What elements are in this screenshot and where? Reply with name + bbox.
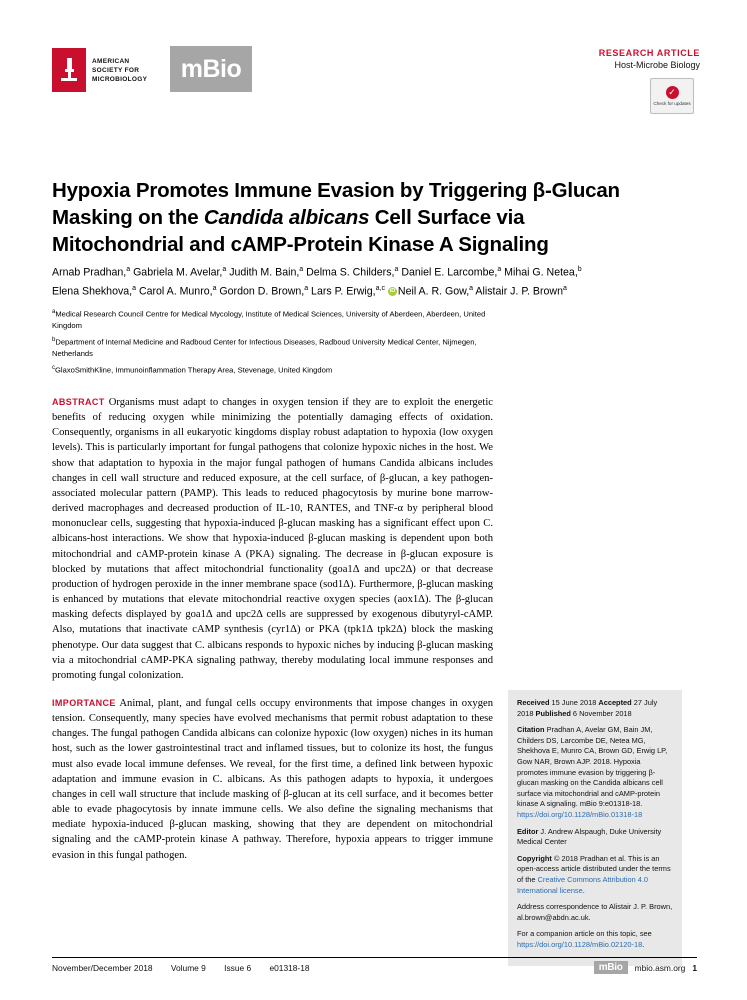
- download-watermark: [724, 0, 739, 258]
- title-line-1-a: Hypoxia Promotes Immune Evasion by Triggering: [52, 178, 533, 202]
- asm-logo-text: [92, 57, 147, 84]
- article-type-label: RESEARCH ARTICLE: [598, 48, 700, 58]
- address-text: Address correspondence to Alistair J. P. Brown, al.brown@abdn.ac.uk.: [517, 902, 673, 922]
- meta-dates: [517, 698, 673, 719]
- affiliation-a: $^a$Medical Research Council Centre for Medical Mycology, Institute of Medical Sciences, University of Aberdeen, Aberdeen, United Kingdom: [52, 309, 486, 330]
- received-date: 15 June 2018: [551, 698, 597, 707]
- importance-paragraph: [52, 696, 493, 863]
- title-line-3: Mitochondrial and cAMP-Protein Kinase A Signaling: [52, 232, 549, 256]
- affiliation-c: $^c$GlaxoSmithKline, Immunoinflammation Therapy Area, Stevenage, United Kingdom: [52, 364, 333, 375]
- title-line-2-b: Cell Surface via: [369, 205, 525, 229]
- affiliations: [52, 307, 502, 380]
- footer-article-id: e01318-18: [269, 963, 310, 973]
- importance-label: IMPORTANCE: [52, 697, 116, 708]
- companion-text: For a companion article on this topic, see: [517, 929, 652, 939]
- affiliation-b: $^b$Department of Internal Medicine and Radboud Center for Infectious Diseases, Radboud University Medical Center, Nijmegen, Netherlands: [52, 336, 477, 358]
- editor-label: Editor: [517, 826, 539, 836]
- footer-page-number: 1: [692, 962, 697, 973]
- license-link[interactable]: Creative Commons Attribution 4.0 International license: [517, 874, 649, 895]
- page-title: [52, 177, 672, 258]
- journal-logo: [170, 46, 252, 92]
- abstract-section: [52, 395, 493, 863]
- copyright-text: © 2018 Pradhan et al. This is an open-access article distributed under the terms of the: [517, 853, 671, 884]
- received-label: Received: [517, 698, 550, 707]
- published-date: 6 November 2018: [572, 708, 632, 718]
- journal-section-label: Host-Microbe Biology: [614, 60, 700, 70]
- author-line-2: Elena Shekhova,$^a$ Carol A. Munro,$^a$ Gordon D. Brown,$^a$ Lars P. Erwig,$^{a,c}$ iD Neil A. R. Gow,$^a$ Alistair J. P. Brown$^a$: [52, 281, 682, 300]
- footer-issue-date: November/December 2018: [52, 963, 153, 973]
- accepted-label: Accepted: [598, 698, 632, 707]
- citation-label: Citation: [517, 725, 545, 735]
- footer-journal-logo: mBio: [594, 961, 628, 974]
- author-line-1: Arnab Pradhan,$^a$ Gabriela M. Avelar,$^a$ Judith M. Bain,$^a$ Delma S. Childers,$^a$ Daniel E. Larcombe,$^a$ Mihai G. Netea,$^b$: [52, 266, 582, 279]
- footer-left: [52, 963, 326, 973]
- asm-logo-line-1: AMERICAN: [92, 57, 130, 65]
- crossmark-label: Check for updates: [653, 100, 691, 106]
- author-list: [52, 262, 682, 300]
- orcid-id-icon[interactable]: [388, 287, 397, 296]
- copyright-label: Copyright: [517, 853, 552, 863]
- editor-text: J. Andrew Alspaugh, Duke University Medical Center: [517, 826, 662, 847]
- journal-logo-text: mBio: [180, 54, 242, 83]
- meta-address: [517, 902, 673, 923]
- companion-link[interactable]: https://doi.org/10.1128/mBio.02120-18: [517, 939, 643, 949]
- footer-issue: Issue 6: [224, 963, 252, 973]
- footer-site-link[interactable]: mbio.asm.org: [634, 962, 686, 973]
- checkmark-icon: ✓: [666, 86, 679, 99]
- meta-companion: For a companion article on this topic, see https://doi.org/10.1128/mBio.02120-18.: [517, 929, 652, 949]
- published-label: Published: [535, 708, 571, 718]
- crossmark-badge[interactable]: [650, 78, 694, 114]
- asm-logo: [52, 48, 147, 92]
- title-species-name: Candida albicans: [203, 205, 370, 229]
- footer-divider: [52, 957, 697, 958]
- citation-text: Pradhan A, Avelar GM, Bain JM, Childers DS, Larcombe DE, Netea MG, Shekhova E, Munro CA, Brown GD, Erwig LP, Gow NAR, Brown AJP. 2018. Hypoxia promotes immune evasion by triggering β-glucan masking on the Candida albicans cell surface via mitochondrial and cAMP-protein kinase A signaling. mBio 9:e01318-18.: [517, 725, 668, 809]
- citation-doi-link[interactable]: https://doi.org/10.1128/mBio.01318-18: [517, 809, 643, 819]
- title-line-1-b: -Glucan: [544, 178, 620, 202]
- footer-right: [594, 961, 697, 974]
- accepted-date: 27 July 2018: [517, 698, 658, 718]
- article-metadata-box: [508, 690, 682, 966]
- page-header: [52, 40, 700, 135]
- asm-logo-line-3: MICROBIOLOGY: [92, 75, 148, 83]
- asm-microscope-icon: [52, 48, 86, 92]
- meta-editor: [517, 827, 673, 848]
- meta-citation: [517, 725, 673, 820]
- page-footer: [52, 961, 697, 977]
- meta-copyright: Copyright © 2018 Pradhan et al. This is an open-access article distributed under the terms of the Creative Commons Attribution 4.0 International license.: [517, 853, 671, 895]
- title-line-2-a: Masking on the: [52, 205, 204, 229]
- abstract-paragraph: [52, 395, 493, 683]
- abstract-label: ABSTRACT: [52, 397, 105, 407]
- title-beta-symbol: β: [532, 178, 545, 202]
- header-right: [599, 48, 700, 70]
- abstract-text: Organisms must adapt to changes in oxygen tension if they are to exploit the energetic benefits of reducing oxygen while minimizing the potentially damaging effects of oxidation. Consequently, organisms in all eukaryotic kingdoms display robust adaptation to hypoxia (low oxygen levels). This is particularly important for fungal pathogens that colonize hypoxic niches in the host. We show that adaptation to hypoxia in the major fungal pathogen of humans Candida albicans includes changes in cell wall structure and reduced exposure, at the cell surface, of β-glucan, a key pathogen-associated molecular pattern (PAMP). This leads to reduced phagocytosis by murine bone marrow-derived macrophages and decreased production of IL-10, RANTES, and TNF-α by peripheral blood mononuclear cells, suggesting that hypoxia-induced β-glucan masking has a significant effect upon C. albicans-host interactions. We show that hypoxia-induced β-glucan masking is dependent upon both mitochondrial and cAMP-protein kinase A (PKA) signaling. The decrease in β-glucan exposure is blocked by mutations that affect mitochondrial functionality (goa1Δ and upc2Δ) or that decrease production of hydrogen peroxide in the inner membrane space (sod1Δ). Furthermore, β-glucan masking is enhanced by mutations that elevate mitochondrial reactive oxygen species (aox1Δ). The β-glucan masking defects displayed by goa1Δ and upc2Δ cells are suppressed by exogenous dibutyryl-cAMP. Also, mutations that inactivate cAMP synthesis (cyr1Δ) or PKA (tpk1Δ tpk2Δ) block the masking phenotype. Our data suggest that C. albicans responds to hypoxic niches by inducing β-glucan masking via a mitochondrial cAMP-PKA signaling pathway, thereby modulating local immune responses and promoting fungal colonization.: [52, 397, 494, 681]
- footer-volume: Volume 9: [170, 963, 206, 973]
- importance-text: Animal, plant, and fungal cells occupy environments that impose changes in oxygen tension. Consequently, many species have evolved mechanisms that permit robust adaptation to these changes. The fungal pathogen Candida albicans can colonize hypoxic (low oxygen) niches in its human host, such as the lower gastrointestinal tract and inflamed tissues, but to colonize its host, the fungus must also evade local immune defenses. We reveal, for the first time, a defined link between hypoxic adaptation and immune evasion in C. albicans. As this pathogen adapts to hypoxia, it undergoes changes in cell wall structure that include masking of β-glucan at its cell surface, and it becomes better able to evade phagocytosis by innate immune cells. We also define the signaling mechanisms that mediate hypoxia-induced β-glucan masking, showing that they are dependent on mitochondrial signaling and the cAMP-protein kinase A pathway. Therefore, hypoxia appears to trigger immune evasion in this fungal pathogen.: [52, 697, 493, 861]
- asm-logo-line-2: SOCIETY FOR: [92, 66, 140, 74]
